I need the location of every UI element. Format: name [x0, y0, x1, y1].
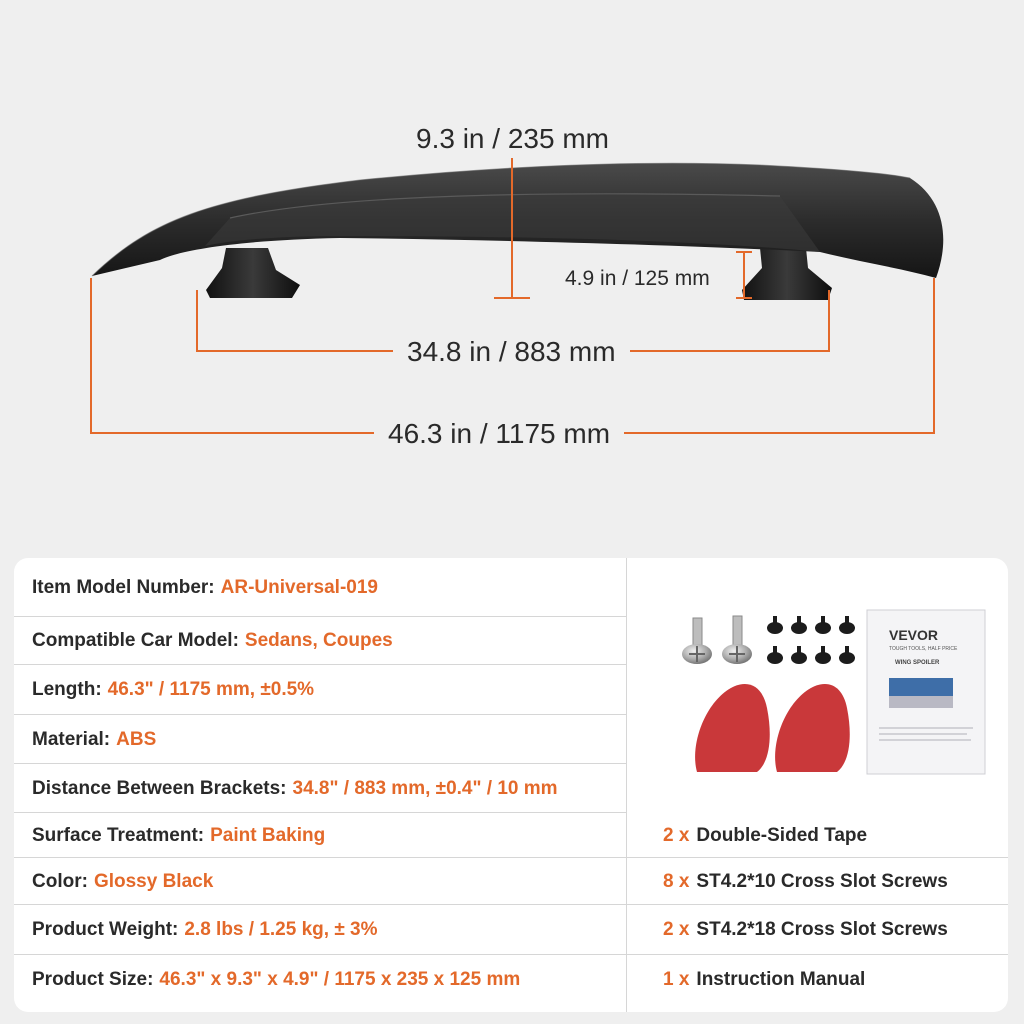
tape-pad-icon [695, 684, 770, 772]
manual-title: WING SPOILER [895, 660, 940, 666]
spec-row-weight [14, 905, 626, 955]
package-item-screws-10 [627, 858, 1008, 905]
tape-pad-icon [775, 684, 850, 772]
spec-value: 46.3" / 1175 mm, ±0.5% [107, 679, 315, 700]
package-item: ST4.2*10 Cross Slot Screws [696, 870, 948, 892]
screw-icon [767, 616, 855, 664]
package-item-tape [627, 813, 1008, 858]
spec-label: Surface Treatment: [32, 824, 205, 846]
spec-row-compatible-model [14, 617, 626, 665]
spec-row-color [14, 858, 626, 905]
spec-value: ABS [116, 728, 157, 750]
spec-row-product-size [14, 955, 626, 1005]
bracket-distance-label: 34.8 in / 883 mm [393, 335, 630, 369]
package-image [627, 558, 1008, 813]
manual-brand: VEVOR [889, 627, 939, 643]
spec-label: Item Model Number: [32, 576, 215, 598]
spoiler-image [92, 163, 943, 300]
package-item: Instruction Manual [696, 969, 866, 990]
right-bracket [742, 248, 832, 300]
spec-value: 34.8" / 883 mm, ±0.4" / 10 mm [292, 777, 558, 799]
instruction-manual-icon [867, 610, 985, 774]
spec-label: Product Weight: [32, 919, 179, 940]
left-bracket [206, 248, 300, 298]
package-item: Double-Sided Tape [696, 824, 868, 846]
package-qty: 2 x [663, 824, 690, 846]
height-label: 9.3 in / 235 mm [402, 122, 623, 156]
spec-label: Distance Between Brackets: [32, 777, 287, 799]
spec-row-material [14, 715, 626, 764]
package-item-manual [627, 955, 1008, 1005]
spec-value: Glossy Black [93, 870, 214, 892]
spec-label: Compatible Car Model: [32, 630, 239, 651]
spec-value: Sedans, Coupes [244, 630, 393, 651]
total-length-label: 46.3 in / 1175 mm [374, 417, 624, 451]
package-qty: 1 x [663, 969, 690, 990]
spec-value: AR-Universal-019 [220, 576, 378, 598]
package-qty: 8 x [663, 870, 690, 892]
spec-list [14, 558, 626, 1012]
package-item-screws-18 [627, 905, 1008, 955]
spec-label: Color: [32, 870, 88, 892]
spec-value: 2.8 lbs / 1.25 kg, ± 3% [184, 919, 378, 940]
spec-value: Paint Baking [210, 824, 326, 846]
spec-row-bracket-distance [14, 764, 626, 813]
spec-value: 46.3" x 9.3" x 4.9" / 1175 x 235 x 125 mm [159, 969, 521, 990]
spec-card [14, 558, 1008, 1012]
package-qty: 2 x [663, 919, 690, 940]
screw-icon [722, 616, 752, 664]
spec-row-surface-treatment [14, 813, 626, 858]
spec-label: Product Size: [32, 969, 154, 990]
package-item: ST4.2*18 Cross Slot Screws [696, 919, 948, 940]
spec-row-length [14, 665, 626, 715]
spec-label: Material: [32, 728, 111, 750]
package-contents [627, 558, 1008, 1012]
screw-icon [682, 618, 712, 664]
manual-tagline: TOUGH TOOLS, HALF PRICE [889, 646, 958, 652]
bracket-height-label: 4.9 in / 125 mm [565, 267, 710, 290]
spec-row-model-number [14, 558, 626, 617]
spec-label: Length: [32, 679, 102, 700]
